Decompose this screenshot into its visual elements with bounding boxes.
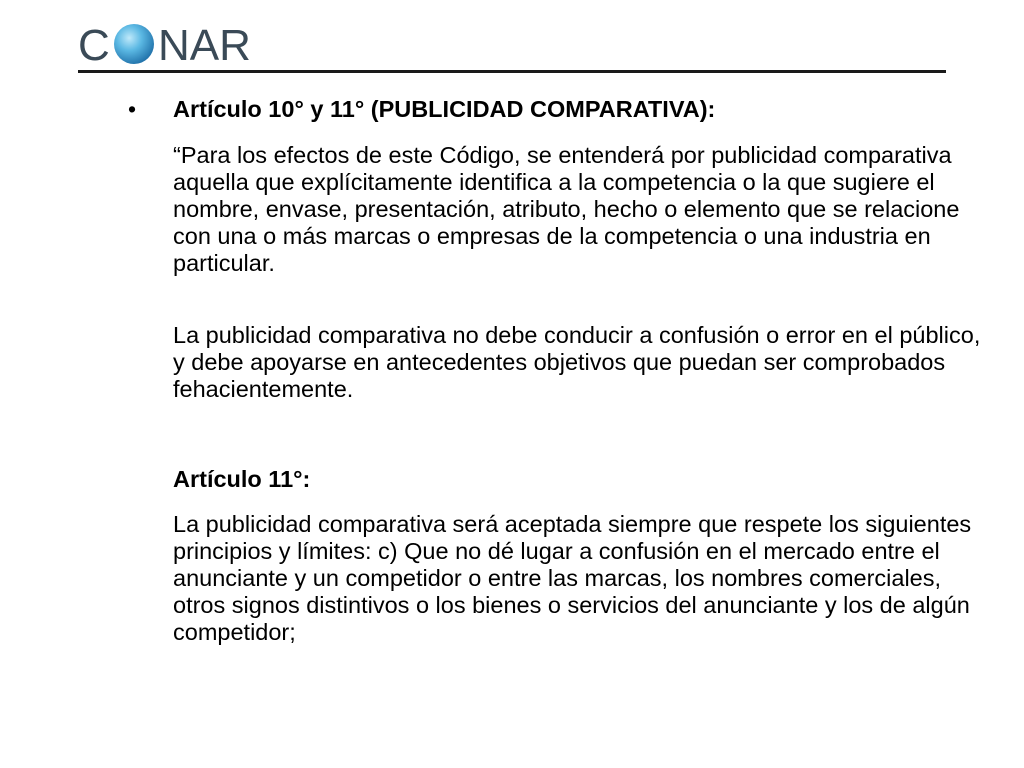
header-divider	[78, 70, 946, 73]
paragraph-no-confusion: La publicidad comparativa no debe conducir a confusión o error en el público, y debe apoyarse en antecedentes objetivos que puedan ser comprobados fehacientemente.	[173, 322, 981, 402]
header	[0, 0, 1024, 80]
bullet-marker: •	[128, 96, 137, 122]
paragraph-definition: “Para los efectos de este Código, se entenderá por publicidad comparativa aquella que explícitamente identifica a la competencia o la que sugiere el nombre, envase, presentación, atributo, hecho o elemento que se relacione con una o más marcas o empresas de la competencia o una industria en particular.	[173, 142, 960, 276]
logo-letters-nar: NAR	[158, 21, 251, 68]
logo-letter-c: C	[78, 21, 110, 68]
logo-sphere-icon	[114, 24, 154, 64]
heading-articulo-10-11: Artículo 10° y 11° (PUBLICIDAD COMPARATIVA):	[173, 96, 716, 122]
conar-logo	[78, 20, 268, 68]
paragraph-principles: La publicidad comparativa será aceptada siempre que respete los siguientes principios y límites: c) Que no dé lugar a confusión en el mercado entre el anunciante y un competidor o entre las marcas, los nombres comerciales, otros signos distintivos o los bienes o servicios del anunciante y los de algún competidor;	[173, 511, 972, 645]
heading-articulo-11: Artículo 11°:	[173, 466, 311, 492]
logo-graphic	[78, 20, 268, 68]
